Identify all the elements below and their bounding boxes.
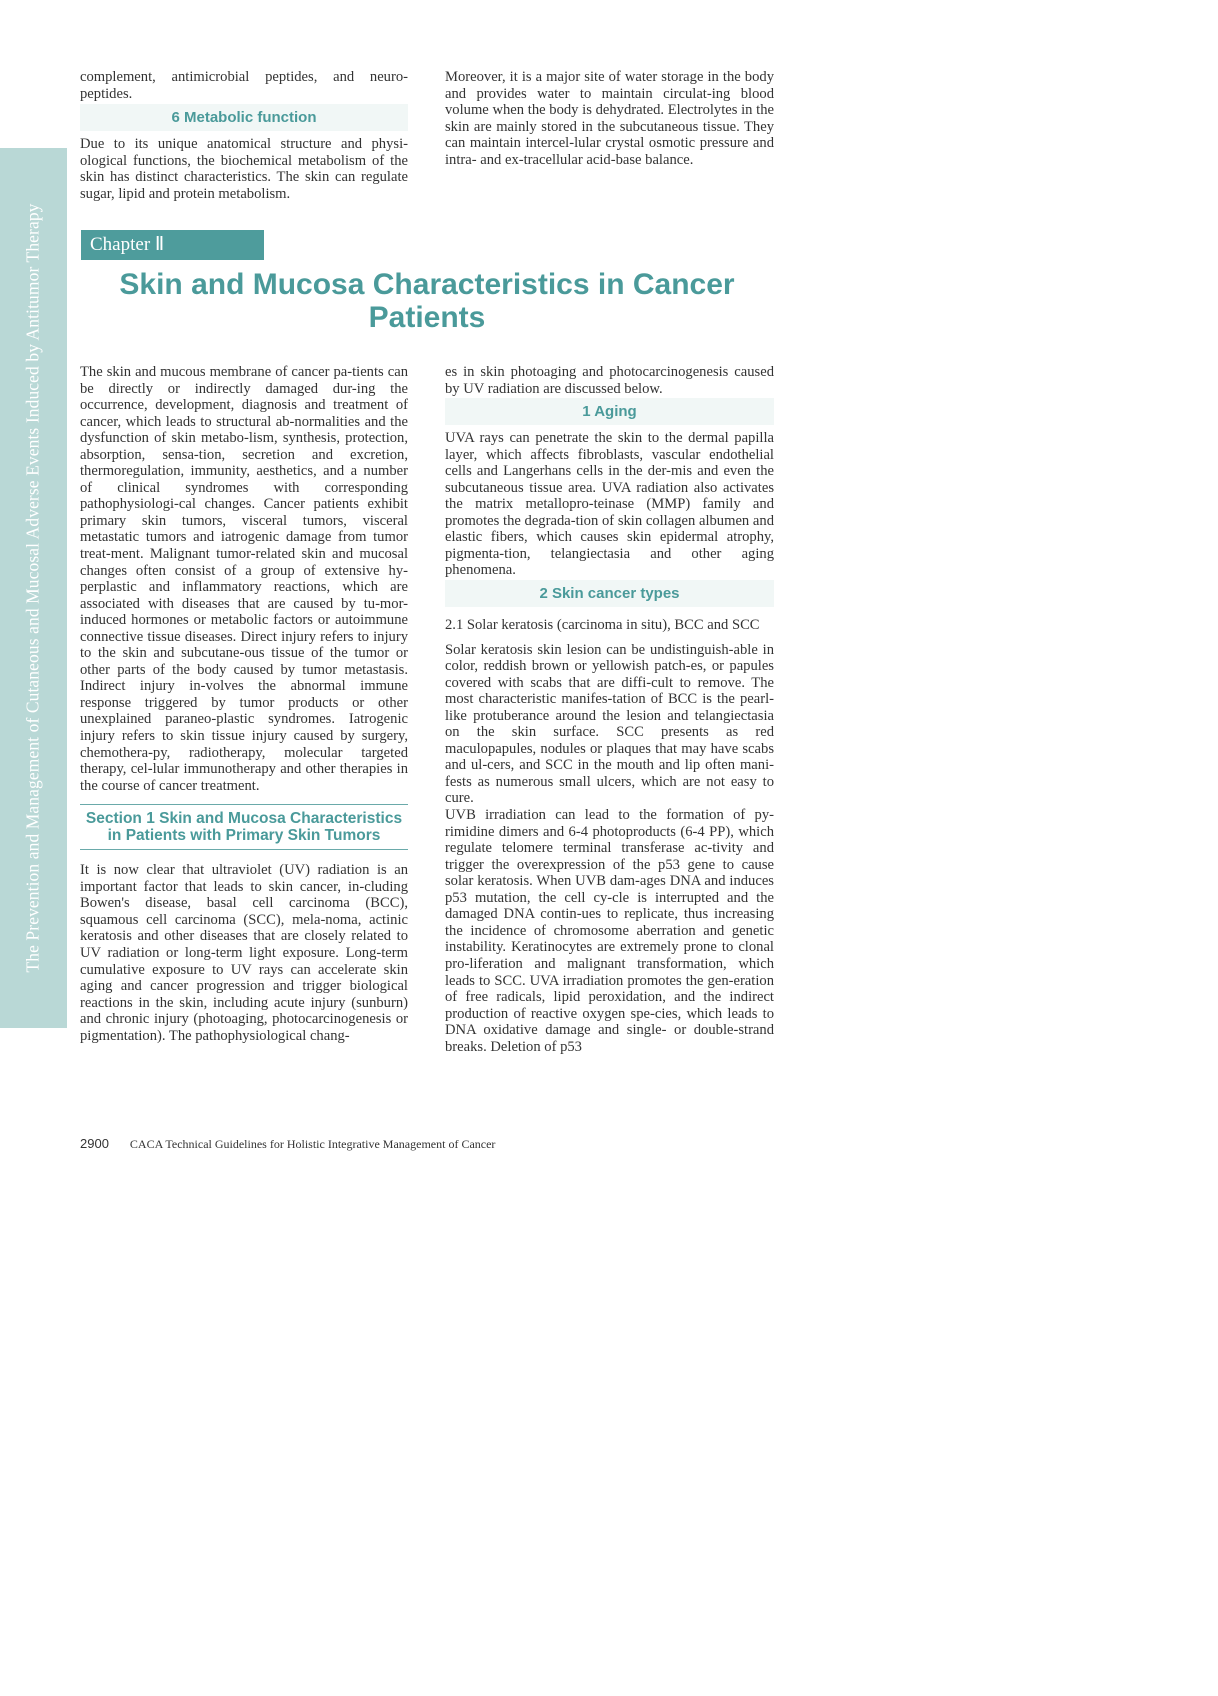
chapter-label: Chapter Ⅱ (81, 230, 264, 260)
top-left-column (80, 69, 408, 202)
section-1-heading: Section 1 Skin and Mucosa Characteristics in Patients with Primary Skin Tumors (80, 804, 408, 850)
main-left-column (80, 364, 408, 1044)
metabolic-text: Due to its unique anatomical structure and physi-ological functions, the biochemical metabolism of the skin has distinct characteristics. The skin can regulate sugar, lipid and protein metabolism. (80, 136, 408, 202)
top-left-intro: complement, antimicrobial peptides, and neuro-peptides. (80, 69, 408, 102)
main-right-column (445, 364, 774, 1055)
uvb-text: UVB irradiation can lead to the formation of py-rimidine dimers and 6-4 photoproducts (6-4 PP), which regulate telomere terminal transferase ac-tivity and trigger the overexpression of the p53 gene to cause solar keratosis. When UVB dam-ages DNA and induces p53 mutation, the cell cy-cle is interrupted and the damaged DNA contin-ues to replicate, thus increasing the incidence of chromosome aberration and genetic instability. Keratinocytes are extremely prone to clonal pro-liferation and malignant transformation, which leads to SCC. UVA irradiation promotes the gen-eration of free radicals, lipid peroxidation, and the indirect production of reactive oxygen spe-cies, which leads to DNA oxidative damage and single- or double-strand breaks. Deletion of p53 (445, 807, 774, 1055)
side-tab (0, 148, 67, 1028)
metabolic-heading: 6 Metabolic function (80, 104, 408, 131)
solar-keratosis-text: Solar keratosis skin lesion can be undistinguish-able in color, reddish brown or yellowish patch-es, or papules covered with scabs that are diffi-cult to remove. The most characteristic manifes-tation of BCC is the pearl-like protuberance around the lesion and telangiectasia on the skin surface. SCC presents as red maculopapules, nodules or plaques that may have scabs and ul-cers, and SCC in the mouth and lip often mani-fests as numerous small ulcers, which are not easy to cure. (445, 641, 774, 807)
running-title: CACA Technical Guidelines for Holistic Integrative Management of Cancer (129, 1137, 496, 1151)
solar-keratosis-subheading: 2.1 Solar keratosis (carcinoma in situ), BCC and SCC (445, 617, 760, 634)
top-right-column (445, 69, 774, 168)
side-tab-text: The Prevention and Management of Cutaneous and Mucosal Adverse Events Induced by Antitumor Therapy (22, 203, 43, 973)
skin-cancer-types-heading: 2 Skin cancer types (445, 580, 774, 607)
page-number: 2900 (80, 1136, 109, 1151)
chapter-intro-text: The skin and mucous membrane of cancer pa-tients can be directly or indirectly damaged dur-ing the occurrence, development, diagnosis and treatment of cancer, which leads to structural ab-normalities and the dysfunction of skin metabo-lism, synthesis, protection, absorption, sensa-tion, secretion and excretion, thermoregulation, immunity, aesthetics, and a number of clinical syndromes with corresponding pathophysiologi-cal changes. Cancer patients exhibit primary skin tumors, visceral tumors, visceral metastatic tumors and iatrogenic damage from tumor treat-ment. Malignant tumor-related skin and mucosal changes often consist of a group of extensive hy-perplastic and inflammatory reactions, which are associated with diseases that are caused by tu-mor-induced hormones or metabolic factors or autoimmune connective tissue diseases. Direct injury refers to injury to the skin and subcutane-ous tissue of the tumor or other parts of the body caused by tumor metastasis. Indirect injury in-volves the abnormal immune response triggered by tumor products or other unexplained paraneo-plastic syndromes. Iatrogenic injury refers to skin tissue injury caused by surgery, chemothera-py, radiotherapy, molecular targeted therapy, cel-lular immunotherapy and other therapies in the course of cancer treatment. (80, 364, 408, 794)
section-1-text: It is now clear that ultraviolet (UV) radiation is an important factor that leads to skin cancer, in-cluding Bowen's disease, basal cell carcinoma (BCC), squamous cell carcinoma (SCC), mela-noma, actinic keratosis and other diseases that are closely related to UV radiation or long-term light exposure. Long-term cumulative exposure to UV rays can accelerate skin aging and cancer progression and trigger biological reactions in the skin, including acute injury (sunburn) and chronic injury (photoaging, photocarcinogenesis or pigmentation). The pathophysiological chang- (80, 862, 408, 1044)
chapter-title: Skin and Mucosa Characteristics in Cancer Patients (119, 268, 735, 334)
aging-text: UVA rays can penetrate the skin to the dermal papilla layer, which affects fibroblasts, vascular endothelial cells and Langerhans cells in the der-mis and even the subcutaneous tissue area. UVA radiation also activates the matrix metallopro-teinase (MMP) family and promotes the degrada-tion of skin collagen albumen and elastic fibers, which causes skin epidermal atrophy, pigmenta-tion, telangiectasia and other aging phenomena. (445, 430, 774, 579)
continuation-text: es in skin photoaging and photocarcinogenesis caused by UV radiation are discussed below. (445, 364, 774, 397)
page-footer (80, 1136, 495, 1152)
aging-heading: 1 Aging (445, 398, 774, 425)
top-right-text: Moreover, it is a major site of water storage in the body and provides water to maintain circulat-ing blood volume when the body is dehydrated. Electrolytes in the skin are mainly stored in the subcutaneous tissue. They can maintain intercel-lular crystal osmotic pressure and intra- and ex-tracellular acid-base balance. (445, 69, 774, 168)
